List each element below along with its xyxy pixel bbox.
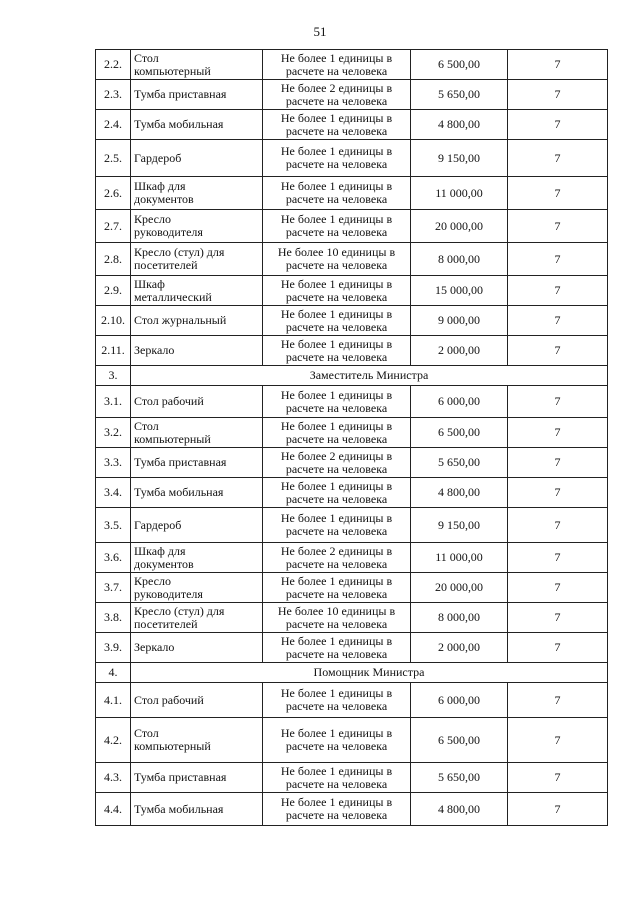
row-number: 2.7.: [96, 210, 131, 243]
quantity-norm: Не более 1 единицы в расчете на человека: [263, 793, 411, 826]
table-row: [96, 177, 608, 210]
item-price: 2 000,00: [411, 336, 508, 366]
item-price: 6 000,00: [411, 683, 508, 718]
service-life: 7: [508, 683, 608, 718]
service-life: 7: [508, 110, 608, 140]
table-row: [96, 573, 608, 603]
row-number: 3.3.: [96, 448, 131, 478]
item-price: 6 000,00: [411, 386, 508, 418]
table-row: [96, 50, 608, 80]
row-number: 3.5.: [96, 508, 131, 543]
quantity-norm: Не более 1 единицы в расчете на человека: [263, 50, 411, 80]
service-life: 7: [508, 336, 608, 366]
item-price: 11 000,00: [411, 177, 508, 210]
quantity-norm: Не более 1 единицы в расчете на человека: [263, 140, 411, 177]
table-row: [96, 306, 608, 336]
table-row: [96, 80, 608, 110]
item-price: 20 000,00: [411, 573, 508, 603]
item-price: 4 800,00: [411, 110, 508, 140]
quantity-norm: Не более 1 единицы в расчете на человека: [263, 573, 411, 603]
item-name: Тумба приставная: [131, 80, 263, 110]
row-number: 3.2.: [96, 418, 131, 448]
service-life: 7: [508, 50, 608, 80]
item-name: Гардероб: [131, 140, 263, 177]
row-number: 2.2.: [96, 50, 131, 80]
row-number: 2.6.: [96, 177, 131, 210]
table-row: [96, 603, 608, 633]
row-number: 3.9.: [96, 633, 131, 663]
service-life: 7: [508, 306, 608, 336]
table-row: [96, 478, 608, 508]
table-row: [96, 418, 608, 448]
item-name: Кресло руководителя: [131, 210, 263, 243]
service-life: 7: [508, 478, 608, 508]
item-name: Тумба мобильная: [131, 478, 263, 508]
item-price: 11 000,00: [411, 543, 508, 573]
item-name: Стол компьютерный: [131, 418, 263, 448]
table-row: [96, 210, 608, 243]
page-number: 51: [313, 24, 327, 39]
table-body: [96, 50, 608, 826]
section-row: [96, 366, 608, 386]
row-number: 3.4.: [96, 478, 131, 508]
row-number: 2.10.: [96, 306, 131, 336]
table-row: [96, 336, 608, 366]
table-row: [96, 683, 608, 718]
quantity-norm: Не более 1 единицы в расчете на человека: [263, 110, 411, 140]
item-name: Зеркало: [131, 633, 263, 663]
section-title: Помощник Министра: [131, 663, 608, 683]
item-name: Стол рабочий: [131, 386, 263, 418]
furniture-norms-table: [95, 49, 608, 826]
item-price: 5 650,00: [411, 80, 508, 110]
quantity-norm: Не более 10 единицы в расчете на человека: [263, 603, 411, 633]
item-price: 4 800,00: [411, 793, 508, 826]
row-number: 3.7.: [96, 573, 131, 603]
service-life: 7: [508, 633, 608, 663]
row-number: 4.2.: [96, 718, 131, 763]
item-name: Тумба приставная: [131, 448, 263, 478]
table-row: [96, 448, 608, 478]
table-row: [96, 110, 608, 140]
row-number: 2.5.: [96, 140, 131, 177]
table-row: [96, 386, 608, 418]
quantity-norm: Не более 1 единицы в расчете на человека: [263, 718, 411, 763]
item-price: 5 650,00: [411, 763, 508, 793]
item-name: Стол компьютерный: [131, 50, 263, 80]
table-row: [96, 276, 608, 306]
quantity-norm: Не более 1 единицы в расчете на человека: [263, 210, 411, 243]
row-number: 3.1.: [96, 386, 131, 418]
service-life: 7: [508, 448, 608, 478]
table-row: [96, 718, 608, 763]
item-name: Зеркало: [131, 336, 263, 366]
item-price: 2 000,00: [411, 633, 508, 663]
item-name: Кресло (стул) для посетителей: [131, 603, 263, 633]
quantity-norm: Не более 1 единицы в расчете на человека: [263, 306, 411, 336]
service-life: 7: [508, 80, 608, 110]
service-life: 7: [508, 718, 608, 763]
item-price: 6 500,00: [411, 718, 508, 763]
quantity-norm: Не более 10 единицы в расчете на человека: [263, 243, 411, 276]
row-number: 2.8.: [96, 243, 131, 276]
quantity-norm: Не более 1 единицы в расчете на человека: [263, 177, 411, 210]
table-row: [96, 508, 608, 543]
item-name: Тумба мобильная: [131, 110, 263, 140]
item-name: Кресло руководителя: [131, 573, 263, 603]
item-name: Шкаф для документов: [131, 543, 263, 573]
item-name: Стол рабочий: [131, 683, 263, 718]
table-row: [96, 793, 608, 826]
item-name: Тумба приставная: [131, 763, 263, 793]
quantity-norm: Не более 1 единицы в расчете на человека: [263, 683, 411, 718]
quantity-norm: Не более 1 единицы в расчете на человека: [263, 336, 411, 366]
item-price: 6 500,00: [411, 50, 508, 80]
item-price: 15 000,00: [411, 276, 508, 306]
quantity-norm: Не более 1 единицы в расчете на человека: [263, 418, 411, 448]
item-price: 5 650,00: [411, 448, 508, 478]
row-number: 2.9.: [96, 276, 131, 306]
service-life: 7: [508, 140, 608, 177]
item-price: 8 000,00: [411, 603, 508, 633]
item-price: 9 150,00: [411, 140, 508, 177]
item-name: Шкаф металлический: [131, 276, 263, 306]
item-price: 4 800,00: [411, 478, 508, 508]
quantity-norm: Не более 2 единицы в расчете на человека: [263, 448, 411, 478]
service-life: 7: [508, 508, 608, 543]
row-number: 3.6.: [96, 543, 131, 573]
service-life: 7: [508, 418, 608, 448]
service-life: 7: [508, 386, 608, 418]
table-row: [96, 140, 608, 177]
item-name: Стол компьютерный: [131, 718, 263, 763]
service-life: 7: [508, 276, 608, 306]
service-life: 7: [508, 243, 608, 276]
service-life: 7: [508, 763, 608, 793]
service-life: 7: [508, 573, 608, 603]
row-number: 4.3.: [96, 763, 131, 793]
quantity-norm: Не более 2 единицы в расчете на человека: [263, 543, 411, 573]
quantity-norm: Не более 1 единицы в расчете на человека: [263, 276, 411, 306]
service-life: 7: [508, 793, 608, 826]
item-name: Тумба мобильная: [131, 793, 263, 826]
quantity-norm: Не более 1 единицы в расчете на человека: [263, 478, 411, 508]
row-number: 2.4.: [96, 110, 131, 140]
row-number: 4.: [96, 663, 131, 683]
table-row: [96, 543, 608, 573]
row-number: 4.1.: [96, 683, 131, 718]
item-name: Шкаф для документов: [131, 177, 263, 210]
item-price: 20 000,00: [411, 210, 508, 243]
row-number: 3.8.: [96, 603, 131, 633]
item-price: 9 000,00: [411, 306, 508, 336]
service-life: 7: [508, 177, 608, 210]
row-number: 2.3.: [96, 80, 131, 110]
item-name: Кресло (стул) для посетителей: [131, 243, 263, 276]
item-name: Стол журнальный: [131, 306, 263, 336]
section-row: [96, 663, 608, 683]
service-life: 7: [508, 603, 608, 633]
item-price: 9 150,00: [411, 508, 508, 543]
table-row: [96, 243, 608, 276]
row-number: 3.: [96, 366, 131, 386]
quantity-norm: Не более 1 единицы в расчете на человека: [263, 508, 411, 543]
service-life: 7: [508, 210, 608, 243]
table-row: [96, 763, 608, 793]
table-row: [96, 633, 608, 663]
item-name: Гардероб: [131, 508, 263, 543]
quantity-norm: Не более 1 единицы в расчете на человека: [263, 386, 411, 418]
section-title: Заместитель Министра: [131, 366, 608, 386]
item-price: 6 500,00: [411, 418, 508, 448]
service-life: 7: [508, 543, 608, 573]
quantity-norm: Не более 1 единицы в расчете на человека: [263, 763, 411, 793]
item-price: 8 000,00: [411, 243, 508, 276]
quantity-norm: Не более 1 единицы в расчете на человека: [263, 633, 411, 663]
quantity-norm: Не более 2 единицы в расчете на человека: [263, 80, 411, 110]
row-number: 4.4.: [96, 793, 131, 826]
row-number: 2.11.: [96, 336, 131, 366]
